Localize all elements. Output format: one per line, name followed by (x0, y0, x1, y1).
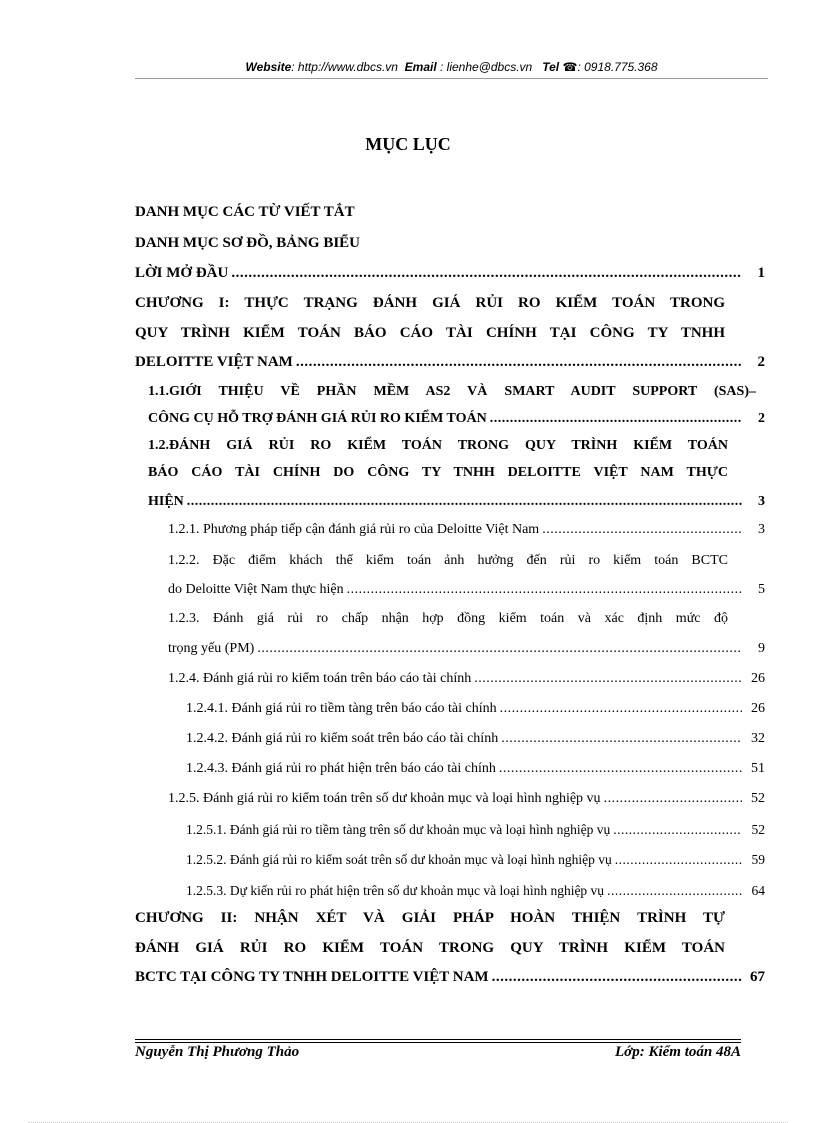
toc-entry-1-2-4-2[interactable]: 1.2.4.2. Đánh giá rủi ro kiểm soát trên báo cáo tài chính ..... 32 (186, 727, 765, 751)
toc-entry-1-2-4[interactable]: 1.2.4. Đánh giá rủi ro kiểm toán trên báo cáo tài chính ..... 26 (168, 667, 765, 691)
toc-entry-1-2-3-line2[interactable]: trọng yếu (PM) ..... 9 (168, 637, 765, 661)
header-rule (135, 78, 768, 79)
toc-entry-abbreviations: DANH MỤC CÁC TỪ VIẾT TẮT (135, 204, 355, 220)
toc-entry-1-1-line2[interactable]: CÔNG CỤ HỖ TRỢ ĐÁNH GIÁ RỦI RO KIỂM TOÁN ..... 2 (148, 407, 765, 431)
toc-entry-chapter1-line2[interactable]: QUY TRÌNH KIỂM TOÁN BÁO CÁO TÀI CHÍNH TẠI CÔNG TY TNHH (135, 325, 725, 341)
toc-entry-1-2-4-1[interactable]: 1.2.4.1. Đánh giá rủi ro tiềm tàng trên báo cáo tài chính ..... 26 (186, 697, 765, 721)
toc-entry-intro[interactable]: LỜI MỞ ĐẦU ..... 1 (135, 261, 765, 285)
toc-entry-1-1-line1[interactable]: 1.1.GIỚI THIỆU VỀ PHẦN MỀM AS2 VÀ SMART AUDIT SUPPORT (SAS)– (148, 384, 756, 399)
tel-label: Tel (542, 60, 560, 74)
email-value[interactable]: : lienhe@dbcs.vn (436, 60, 533, 74)
toc-entry-1-2-2-line2[interactable]: do Deloitte Việt Nam thực hiện ..... 5 (168, 578, 765, 602)
toc-entry-1-2-5-3[interactable]: 1.2.5.3. Dự kiến rủi ro phát hiện trên số dư khoản mục và loại hình nghiệp vụ ..... 64 (186, 879, 765, 903)
toc-entry-1-2-2-line1[interactable]: 1.2.2. Đặc điểm khách thể kiểm toán ảnh hưởng đến rủi ro kiểm toán BCTC (168, 553, 728, 568)
footer-class: Lớp: Kiểm toán 48A (615, 1044, 741, 1060)
toc-entry-1-2-4-3[interactable]: 1.2.4.3. Đánh giá rủi ro phát hiện trên báo cáo tài chính ..... 51 (186, 757, 765, 781)
toc-entry-chapter2-line1[interactable]: CHƯƠNG II: NHẬN XÉT VÀ GIẢI PHÁP HOÀN THIỆN TRÌNH TỰ (135, 910, 725, 926)
footer-rule-bottom (135, 1042, 741, 1043)
footer-author: Nguyễn Thị Phương Thảo (135, 1044, 300, 1060)
page-footer (135, 1044, 741, 1061)
tel-value: : 0918.775.368 (577, 60, 658, 74)
toc-entry-chapter1-line3[interactable]: DELOITTE VIỆT NAM ..... 2 (135, 350, 765, 374)
page-header (135, 60, 768, 74)
phone-icon: ☎ (562, 60, 578, 74)
toc-entry-1-2-line2[interactable]: BÁO CÁO TÀI CHÍNH DO CÔNG TY TNHH DELOITTE VIỆT NAM THỰC (148, 465, 728, 480)
website-label: Website (245, 60, 292, 74)
toc-entry-1-2-5-1[interactable]: 1.2.5.1. Đánh giá rủi ro tiềm tàng trên số dư khoản mục và loại hình nghiệp vụ ..... 52 (186, 818, 765, 842)
website-value[interactable]: : http://www.dbcs.vn (291, 60, 398, 74)
toc-entry-1-2-line3[interactable]: HIỆN ..... 3 (148, 490, 765, 514)
toc-entry-1-2-5-2[interactable]: 1.2.5.2. Đánh giá rủi ro kiểm soát trên số dư khoản mục và loại hình nghiệp vụ ..... 59 (186, 848, 765, 872)
footer-rule-top (135, 1039, 741, 1040)
toc-entry-1-2-line1[interactable]: 1.2.ĐÁNH GIÁ RỦI RO KIỂM TOÁN TRONG QUY TRÌNH KIỂM TOÁN (148, 438, 728, 453)
toc-entry-1-2-1[interactable]: 1.2.1. Phương pháp tiếp cận đánh giá rủi ro của Deloitte Việt Nam ..... 3 (168, 518, 765, 542)
toc-entry-1-2-3-line1[interactable]: 1.2.3. Đánh giá rủi ro chấp nhận hợp đồng kiểm toán và xác định mức độ (168, 611, 728, 626)
toc-entry-diagrams: DANH MỤC SƠ ĐỒ, BẢNG BIỂU (135, 235, 361, 251)
page-title: MỤC LỤC (365, 134, 451, 154)
toc-entry-1-2-5[interactable]: 1.2.5. Đánh giá rủi ro kiểm toán trên số dư khoản mục và loại hình nghiệp vụ ..... 52 (168, 787, 765, 811)
toc-entry-chapter2-line2[interactable]: ĐÁNH GIÁ RỦI RO KIỂM TOÁN TRONG QUY TRÌNH KIỂM TOÁN (135, 940, 725, 956)
email-label: Email (404, 60, 437, 74)
toc-entry-chapter2-line3[interactable]: BCTC TẠI CÔNG TY TNHH DELOITTE VIỆT NAM ..... 67 (135, 965, 765, 989)
toc-entry-chapter1-line1[interactable]: CHƯƠNG I: THỰC TRẠNG ĐÁNH GIÁ RỦI RO KIỂM TOÁN TRONG (135, 295, 725, 311)
